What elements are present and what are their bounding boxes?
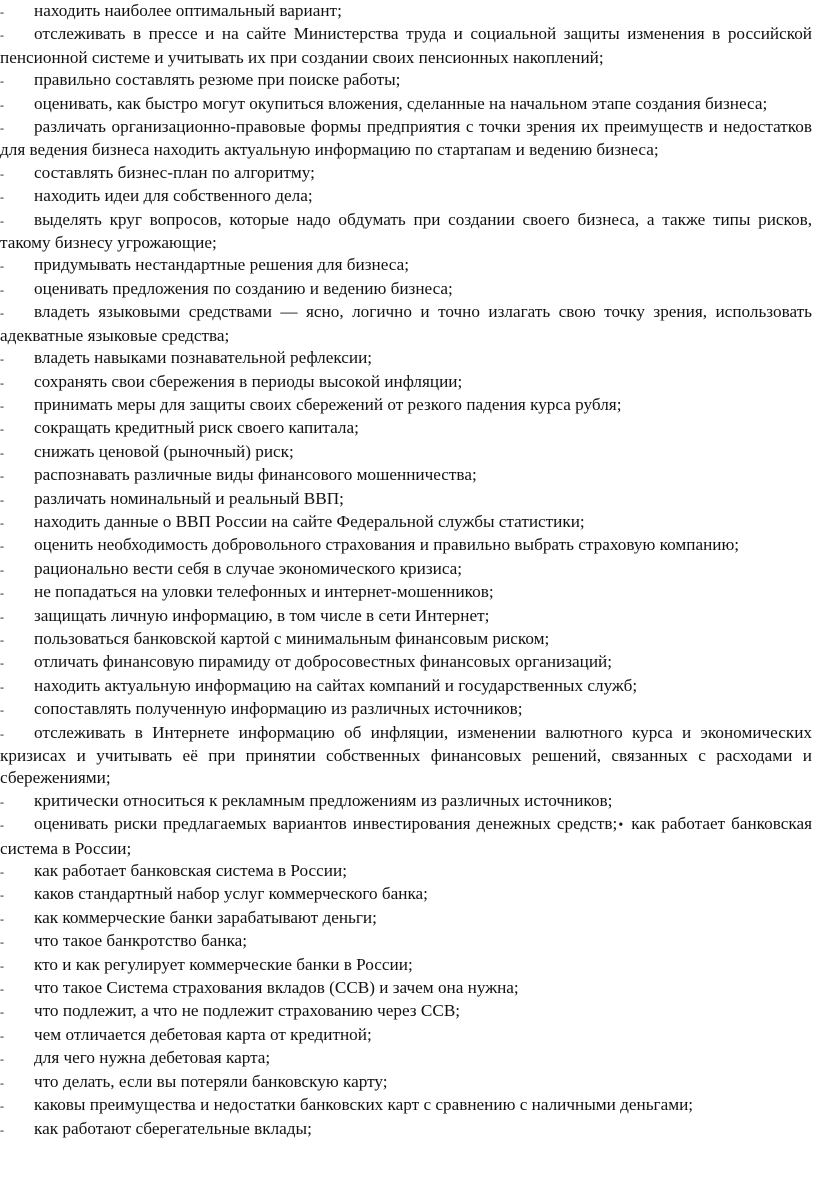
list-item-text: оценить необходимость добровольного страхования и правильно выбрать страховую компанию;: [34, 535, 740, 555]
dash-marker: -: [0, 865, 4, 880]
list-item-text: владеть навыками познавательной рефлексии;: [34, 348, 373, 368]
dash-marker: -: [0, 422, 4, 437]
dash-marker: -: [0, 1005, 4, 1020]
list-item-text: каков стандартный набор услуг коммерческого банка;: [34, 884, 428, 904]
list-item-text: что такое Система страхования вкладов (ССВ) и зачем она нужна;: [34, 978, 519, 998]
list-item-text: различать номинальный и реальный ВВП;: [34, 488, 344, 508]
dash-marker: -: [0, 190, 4, 205]
dash-marker: -: [0, 656, 4, 671]
dash-marker: -: [0, 74, 4, 89]
list-item-text: сокращать кредитный риск своего капитала;: [34, 418, 359, 438]
dash-marker: -: [0, 1075, 4, 1090]
list-item-text: рационально вести себя в случае экономического кризиса;: [34, 558, 463, 578]
list-item-text: как работает банковская система в России;: [34, 861, 347, 881]
list-item: [0, 954, 812, 977]
dash-marker: -: [0, 539, 4, 554]
list-item-text: отличать финансовую пирамиду от добросовестных финансовых организаций;: [34, 652, 612, 672]
dash-marker: -: [0, 352, 4, 367]
list-item-text: находить идеи для собственного дела;: [34, 186, 313, 206]
list-item-text: выделять круг вопросов, которые надо обдумать при создании своего бизнеса, а также типы рисков, такому бизнесу угрожающие;: [0, 209, 812, 253]
dash-marker: -: [0, 166, 4, 181]
dash-marker: -: [0, 888, 4, 903]
dash-marker: -: [0, 586, 4, 601]
list-item: [0, 790, 812, 813]
list-item: [0, 1094, 812, 1117]
list-item: [0, 977, 812, 1000]
dash-marker: -: [0, 282, 4, 297]
list-item-text: как работают сберегательные вклады;: [34, 1118, 312, 1138]
list-item: [0, 1118, 812, 1141]
list-item-text: владеть языковыми средствами — ясно, логично и точно излагать свою точку зрения, использовать адекватные языковые средства;: [0, 302, 812, 345]
dash-marker: -: [0, 445, 4, 460]
list-item: [0, 209, 812, 255]
dash-marker: -: [0, 609, 4, 624]
dash-marker: -: [0, 679, 4, 694]
list-item: [0, 116, 812, 162]
list-item-text: защищать личную информацию, в том числе в сети Интернет;: [34, 605, 490, 625]
list-item: [0, 488, 812, 511]
list-item-text-continued: как работает банковская система в России;: [0, 814, 812, 858]
list-item: [0, 69, 812, 92]
dash-marker: -: [0, 1122, 4, 1137]
list-item: [0, 301, 812, 347]
list-item-text: критически относиться к рекламным предложениям из различных источников;: [34, 790, 613, 810]
list-item: [0, 558, 812, 581]
list-item: [0, 278, 812, 301]
list-item-text: принимать меры для защиты своих сбережений от резкого падения курса рубля;: [34, 394, 622, 414]
list-item: [0, 0, 812, 23]
dash-marker: -: [0, 982, 4, 997]
list-item: [0, 534, 812, 557]
list-item-text: каковы преимущества и недостатки банковских карт с сравнению с наличными деньгами;: [34, 1095, 694, 1115]
dash-marker: -: [0, 935, 4, 950]
list-item: [0, 185, 812, 208]
bullet-icon: •: [618, 818, 624, 834]
list-item-text: что подлежит, а что не подлежит страхованию через ССВ;: [34, 1001, 461, 1021]
list-item-merged: [0, 813, 812, 860]
list-item: [0, 581, 812, 604]
list-item: [0, 930, 812, 953]
dash-marker: -: [0, 259, 4, 274]
dash-marker: -: [0, 121, 4, 136]
list-item: [0, 347, 812, 370]
list-item: [0, 441, 812, 464]
list-item-text: оценивать предложения по созданию и ведению бизнеса;: [34, 278, 453, 298]
list-item-text: сохранять свои сбережения в периоды высокой инфляции;: [34, 371, 463, 391]
list-item: [0, 1047, 812, 1070]
dash-marker: -: [0, 306, 4, 321]
list-item: [0, 722, 812, 790]
dash-marker: -: [0, 562, 4, 577]
dash-marker: -: [0, 1028, 4, 1043]
list-item-text: распознавать различные виды финансового мошенничества;: [34, 465, 477, 485]
list-item-text: чем отличается дебетовая карта от кредитной;: [34, 1024, 372, 1044]
list-item-text: что делать, если вы потеряли банковскую карту;: [34, 1071, 388, 1091]
list-item: [0, 907, 812, 930]
dash-marker: -: [0, 958, 4, 973]
dash-marker: -: [0, 632, 4, 647]
list-item: [0, 628, 812, 651]
dash-marker: -: [0, 492, 4, 507]
list-item: [0, 394, 812, 417]
dash-marker: -: [0, 5, 4, 19]
dash-marker: -: [0, 398, 4, 413]
list-item-text: как коммерческие банки зарабатывают деньги;: [34, 907, 377, 927]
list-item-text: для чего нужна дебетовая карта;: [34, 1048, 271, 1068]
dash-marker: -: [0, 213, 4, 228]
list-item-text: составлять бизнес-план по алгоритму;: [34, 162, 315, 182]
list-item: [0, 883, 812, 906]
dash-marker: -: [0, 28, 4, 43]
list-item-text: что такое банкротство банка;: [34, 931, 248, 951]
dash-marker: -: [0, 703, 4, 718]
list-item-text: пользоваться банковской картой с минимальным финансовым риском;: [34, 628, 550, 648]
list-item: [0, 511, 812, 534]
list-item-text: снижать ценовой (рыночный) риск;: [34, 441, 294, 461]
list-item: [0, 162, 812, 185]
dash-marker: -: [0, 515, 4, 530]
list-item: [0, 1024, 812, 1047]
list-item-text: находить актуальную информацию на сайтах компаний и государственных служб;: [34, 675, 638, 695]
dash-marker: -: [0, 97, 4, 112]
list-item: [0, 417, 812, 440]
list-item-text: правильно составлять резюме при поиске работы;: [34, 70, 401, 90]
list-item-text: оценивать, как быстро могут окупиться вложения, сделанные на начальном этапе создания бизнеса;: [34, 93, 768, 113]
dash-marker: -: [0, 794, 4, 809]
list-item: [0, 464, 812, 487]
list-item-text: не попадаться на уловки телефонных и интернет-мошенников;: [34, 582, 494, 602]
list-item-text: отслеживать в Интернете информацию об инфляции, изменении валютного курса и экономических кризисах и учитывать её при принятии собственных финансовых решений, связанных с расходами и сбережениями;: [0, 722, 812, 788]
list-item: [0, 605, 812, 628]
dash-marker: -: [0, 818, 4, 833]
dash-marker: -: [0, 1099, 4, 1114]
list-item-text: отслеживать в прессе и на сайте Министерства труда и социальной защиты изменения в российской пенсионной системе и учитывать их при создании своих пенсионных накоплений;: [0, 24, 812, 67]
list-item: [0, 1071, 812, 1094]
list-item: [0, 860, 812, 883]
list-item-text: кто и как регулирует коммерческие банки в России;: [34, 954, 413, 974]
list-item: [0, 254, 812, 277]
dash-marker: -: [0, 911, 4, 926]
dash-marker: -: [0, 1052, 4, 1067]
list-item-text: оценивать риски предлагаемых вариантов инвестирования денежных средств;: [34, 814, 618, 834]
list-item-text: придумывать нестандартные решения для бизнеса;: [34, 255, 410, 275]
list-item: [0, 23, 812, 69]
list-item: [0, 651, 812, 674]
list-item: [0, 1000, 812, 1023]
dash-marker: -: [0, 726, 4, 741]
list-item-text: находить наиболее оптимальный вариант;: [34, 1, 342, 20]
list-item: [0, 371, 812, 394]
list-item: [0, 93, 812, 116]
list-item: [0, 675, 812, 698]
list-item-text: сопоставлять полученную информацию из различных источников;: [34, 699, 523, 719]
dash-marker: -: [0, 469, 4, 484]
list-item-text: находить данные о ВВП России на сайте Федеральной службы статистики;: [34, 511, 585, 531]
list-item: [0, 698, 812, 721]
dash-marker: -: [0, 375, 4, 390]
list-item-text: различать организационно-правовые формы предприятия с точки зрения их преимуществ и недостатков для ведения бизнеса находить актуальную информацию по стартапам и ведению бизнеса;: [0, 117, 812, 160]
